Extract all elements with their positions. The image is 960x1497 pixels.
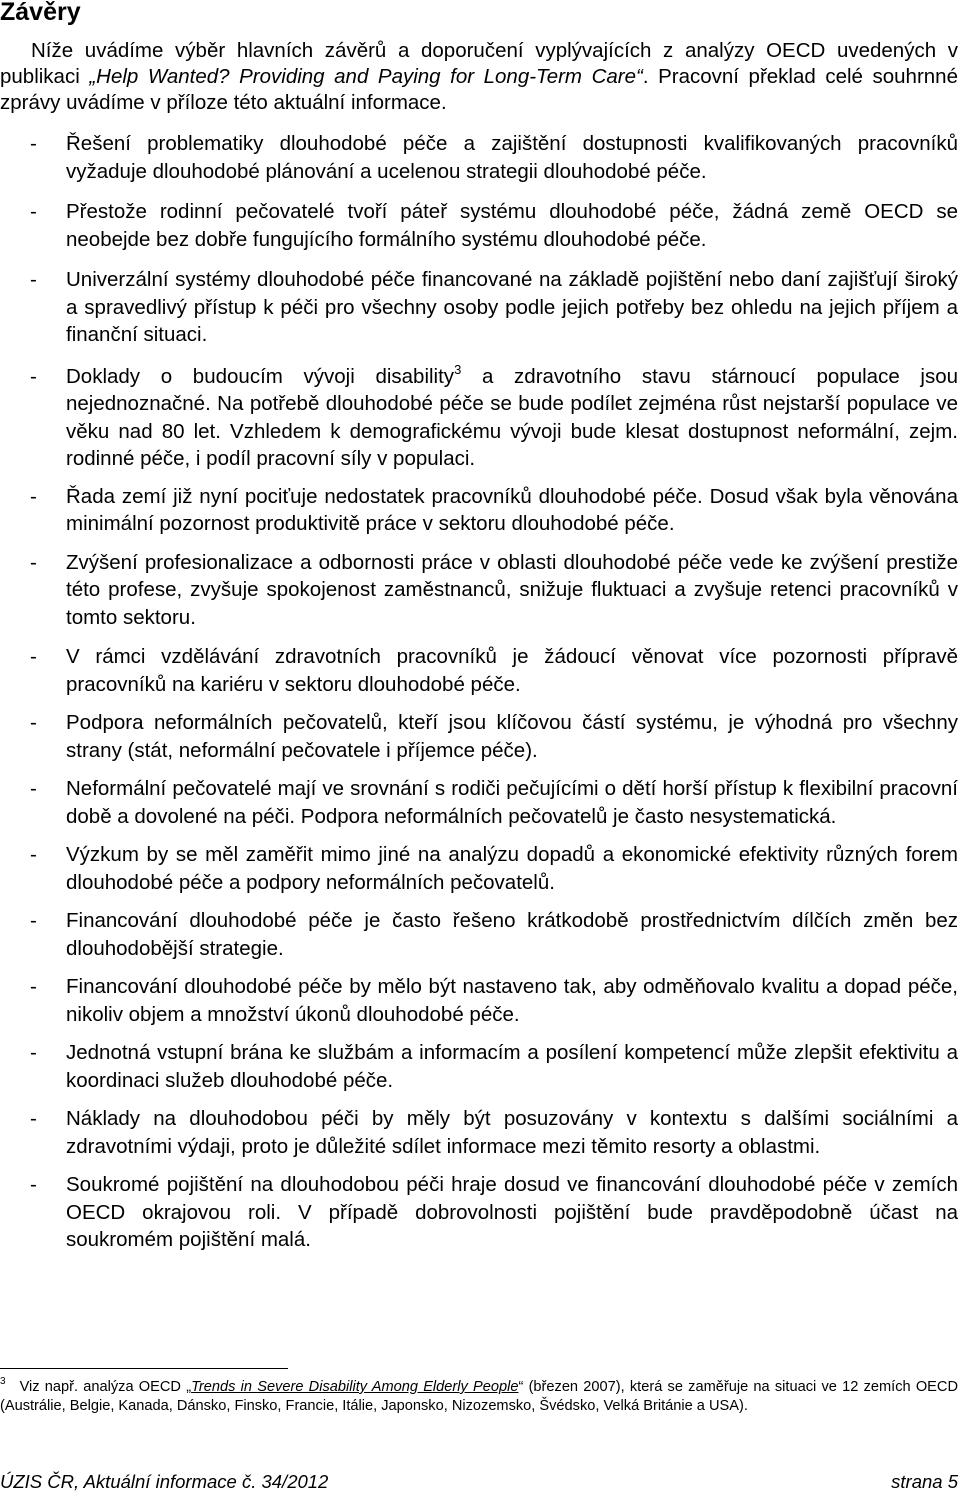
list-item-text: Podpora neformálních pečovatelů, kteří jsou klíčovou částí systému, je výhodná pro všechny strany (stát, neformální pečovatele i příjemce péče).	[66, 711, 958, 762]
list-item-text: Neformální pečovatelé mají ve srovnání s rodiči pečujícími o dětí horší přístup k flexibilní pracovní době a dovolené na péči. Podpora neformálních pečovatelů je často nesystematická.	[66, 777, 958, 828]
intro-text-part1: Níže uvádíme výběr hlavních závěrů a doporučení vyplývajících z analýzy OECD uvedených v publikaci	[0, 39, 958, 88]
list-item	[0, 709, 958, 764]
list-item-text: Zvýšení profesionalizace a odbornosti práce v oblasti dlouhodobé péče vede ke zvýšení prestiže této profese, zvyšuje spokojenost zaměstnanců, snižuje fluktuaci a zvyšuje retenci pracovníků v tomto sektoru.	[66, 550, 958, 629]
list-item	[0, 973, 958, 1028]
bullet-dash: -	[30, 975, 37, 998]
list-item	[0, 549, 958, 632]
bullet-dash: -	[30, 843, 37, 866]
list-item-text: Řešení problematiky dlouhodobé péče a zajištění dostupnosti kvalifikovaných pracovníků vyžaduje dlouhodobé plánování a ucelenou strategii dlouhodobé péče.	[66, 132, 958, 183]
list-item	[0, 841, 958, 896]
list-item-text: Náklady na dlouhodobou péči by měly být posuzovány v kontextu s dalšími sociálními a zdravotními výdaji, proto je důležité sdílet informace mezi těmito resorty a oblastmi.	[66, 1107, 958, 1158]
publication-title: „Help Wanted? Providing and Paying for Long-Term Care“	[89, 65, 643, 88]
bullet-dash: -	[30, 550, 37, 574]
page-number: strana 5	[891, 1471, 958, 1492]
footnote-link[interactable]: Trends in Severe Disability Among Elderly People	[191, 1379, 519, 1395]
list-item	[0, 266, 958, 349]
footnote-reference[interactable]: 3	[454, 361, 462, 377]
list-item-text-before: Doklady o budoucím vývoji disability	[66, 364, 455, 388]
bullet-dash: -	[30, 645, 37, 668]
footnote-suffix: “ (březen 2007), která se zaměřuje na situaci ve 12 zemích OECD (Austrálie, Belgie, Kanada, Dánsko, Finsko, Francie, Itálie, Japonsko, Nizozemsko, Švédsko, Velká Británie a USA).	[0, 1379, 958, 1414]
page-title: Závěry	[0, 0, 81, 26]
list-item-text: Univerzální systémy dlouhodobé péče financované na základě pojištění nebo daní zajišťují široký a spravedlivý přístup k péči pro všechny osoby podle jejich potřeby bez ohledu na jejich příjem a finanční situaci.	[66, 268, 958, 346]
intro-paragraph	[0, 38, 958, 116]
list-item-text: Řada zemí již nyní pociťuje nedostatek pracovníků dlouhodobé péče. Dosud však byla věnována minimální pozornost produktivitě práce v sektoru dlouhodobé péče.	[66, 484, 958, 535]
bullet-dash: -	[30, 268, 37, 291]
footnote-separator	[0, 1368, 288, 1369]
list-item-text: Financování dlouhodobé péče je často řešeno krátkodobě prostřednictvím dílčích změn bez dlouhodobější strategie.	[66, 909, 958, 960]
list-item-text: Výzkum by se měl zaměřit mimo jiné na analýzu dopadů a ekonomické efektivity různých forem dlouhodobé péče a podpory neformálních pečovatelů.	[66, 843, 958, 894]
list-item-text: Jednotná vstupní brána ke službám a informacím a posílení kompetencí může zlepšit efektivitu a koordinaci služeb dlouhodobé péče.	[66, 1041, 958, 1092]
list-item	[0, 1171, 958, 1254]
list-item-text-after: a zdravotního stavu stárnoucí populace jsou nejednoznačné. Na potřebě dlouhodobé péče se bude podílet zejména růst nejstarší populace ve věku nad 80 let. Vzhledem k demografickému vývoji bude klesat dostupnost neformální, zejm. rodinné péče, i podíl pracovní síly v populaci.	[66, 364, 958, 470]
list-item-text: Přestože rodinní pečovatelé tvoří páteř systému dlouhodobé péče, žádná země OECD se neobejde bez dobře fungujícího formálního systému dlouhodobé péče.	[66, 200, 958, 251]
page-footer	[0, 1471, 958, 1493]
footnote-prefix: Viz např. analýza OECD „	[19, 1379, 192, 1395]
intro-text-part2: . Pracovní překlad celé souhrnné zprávy uvádíme v příloze této aktuální informace.	[0, 65, 958, 114]
bullet-dash: -	[30, 711, 37, 734]
list-item-text: V rámci vzdělávání zdravotních pracovníků je žádoucí věnovat více pozornosti přípravě pracovníků na kariéru v sektoru dlouhodobé péče.	[66, 645, 958, 696]
list-item	[0, 775, 958, 830]
bullet-dash: -	[30, 1107, 37, 1130]
bullet-dash: -	[30, 909, 37, 932]
list-item	[0, 363, 958, 473]
list-item	[0, 198, 958, 253]
bullet-dash: -	[30, 200, 37, 223]
bullet-dash: -	[30, 132, 37, 155]
list-item	[0, 907, 958, 962]
list-item	[0, 130, 958, 185]
bullet-dash: -	[30, 1041, 37, 1064]
list-item	[0, 483, 958, 538]
bullet-dash: -	[30, 777, 37, 800]
list-item	[0, 1105, 958, 1160]
bullet-dash: -	[30, 364, 37, 388]
footnote	[0, 1378, 958, 1416]
list-item-text	[66, 363, 958, 473]
list-item	[0, 643, 958, 698]
list-item-text: Soukromé pojištění na dlouhodobou péči hraje dosud ve financování dlouhodobé péče v zemích OECD okrajovou roli. V případě dobrovolnosti pojištění bude pravděpodobně účast na soukromém pojištění malá.	[66, 1173, 958, 1251]
list-item-text: Financování dlouhodobé péče by mělo být nastaveno tak, aby odměňovalo kvalitu a dopad péče, nikoliv objem a množství úkonů dlouhodobé péče.	[66, 975, 958, 1026]
footnote-mark: 3	[0, 1376, 6, 1387]
bullet-dash: -	[30, 484, 37, 508]
footer-source: ÚZIS ČR, Aktuální informace č. 34/2012	[0, 1471, 329, 1492]
bullet-dash: -	[30, 1173, 37, 1196]
conclusions-list	[0, 130, 958, 1254]
list-item	[0, 1039, 958, 1094]
